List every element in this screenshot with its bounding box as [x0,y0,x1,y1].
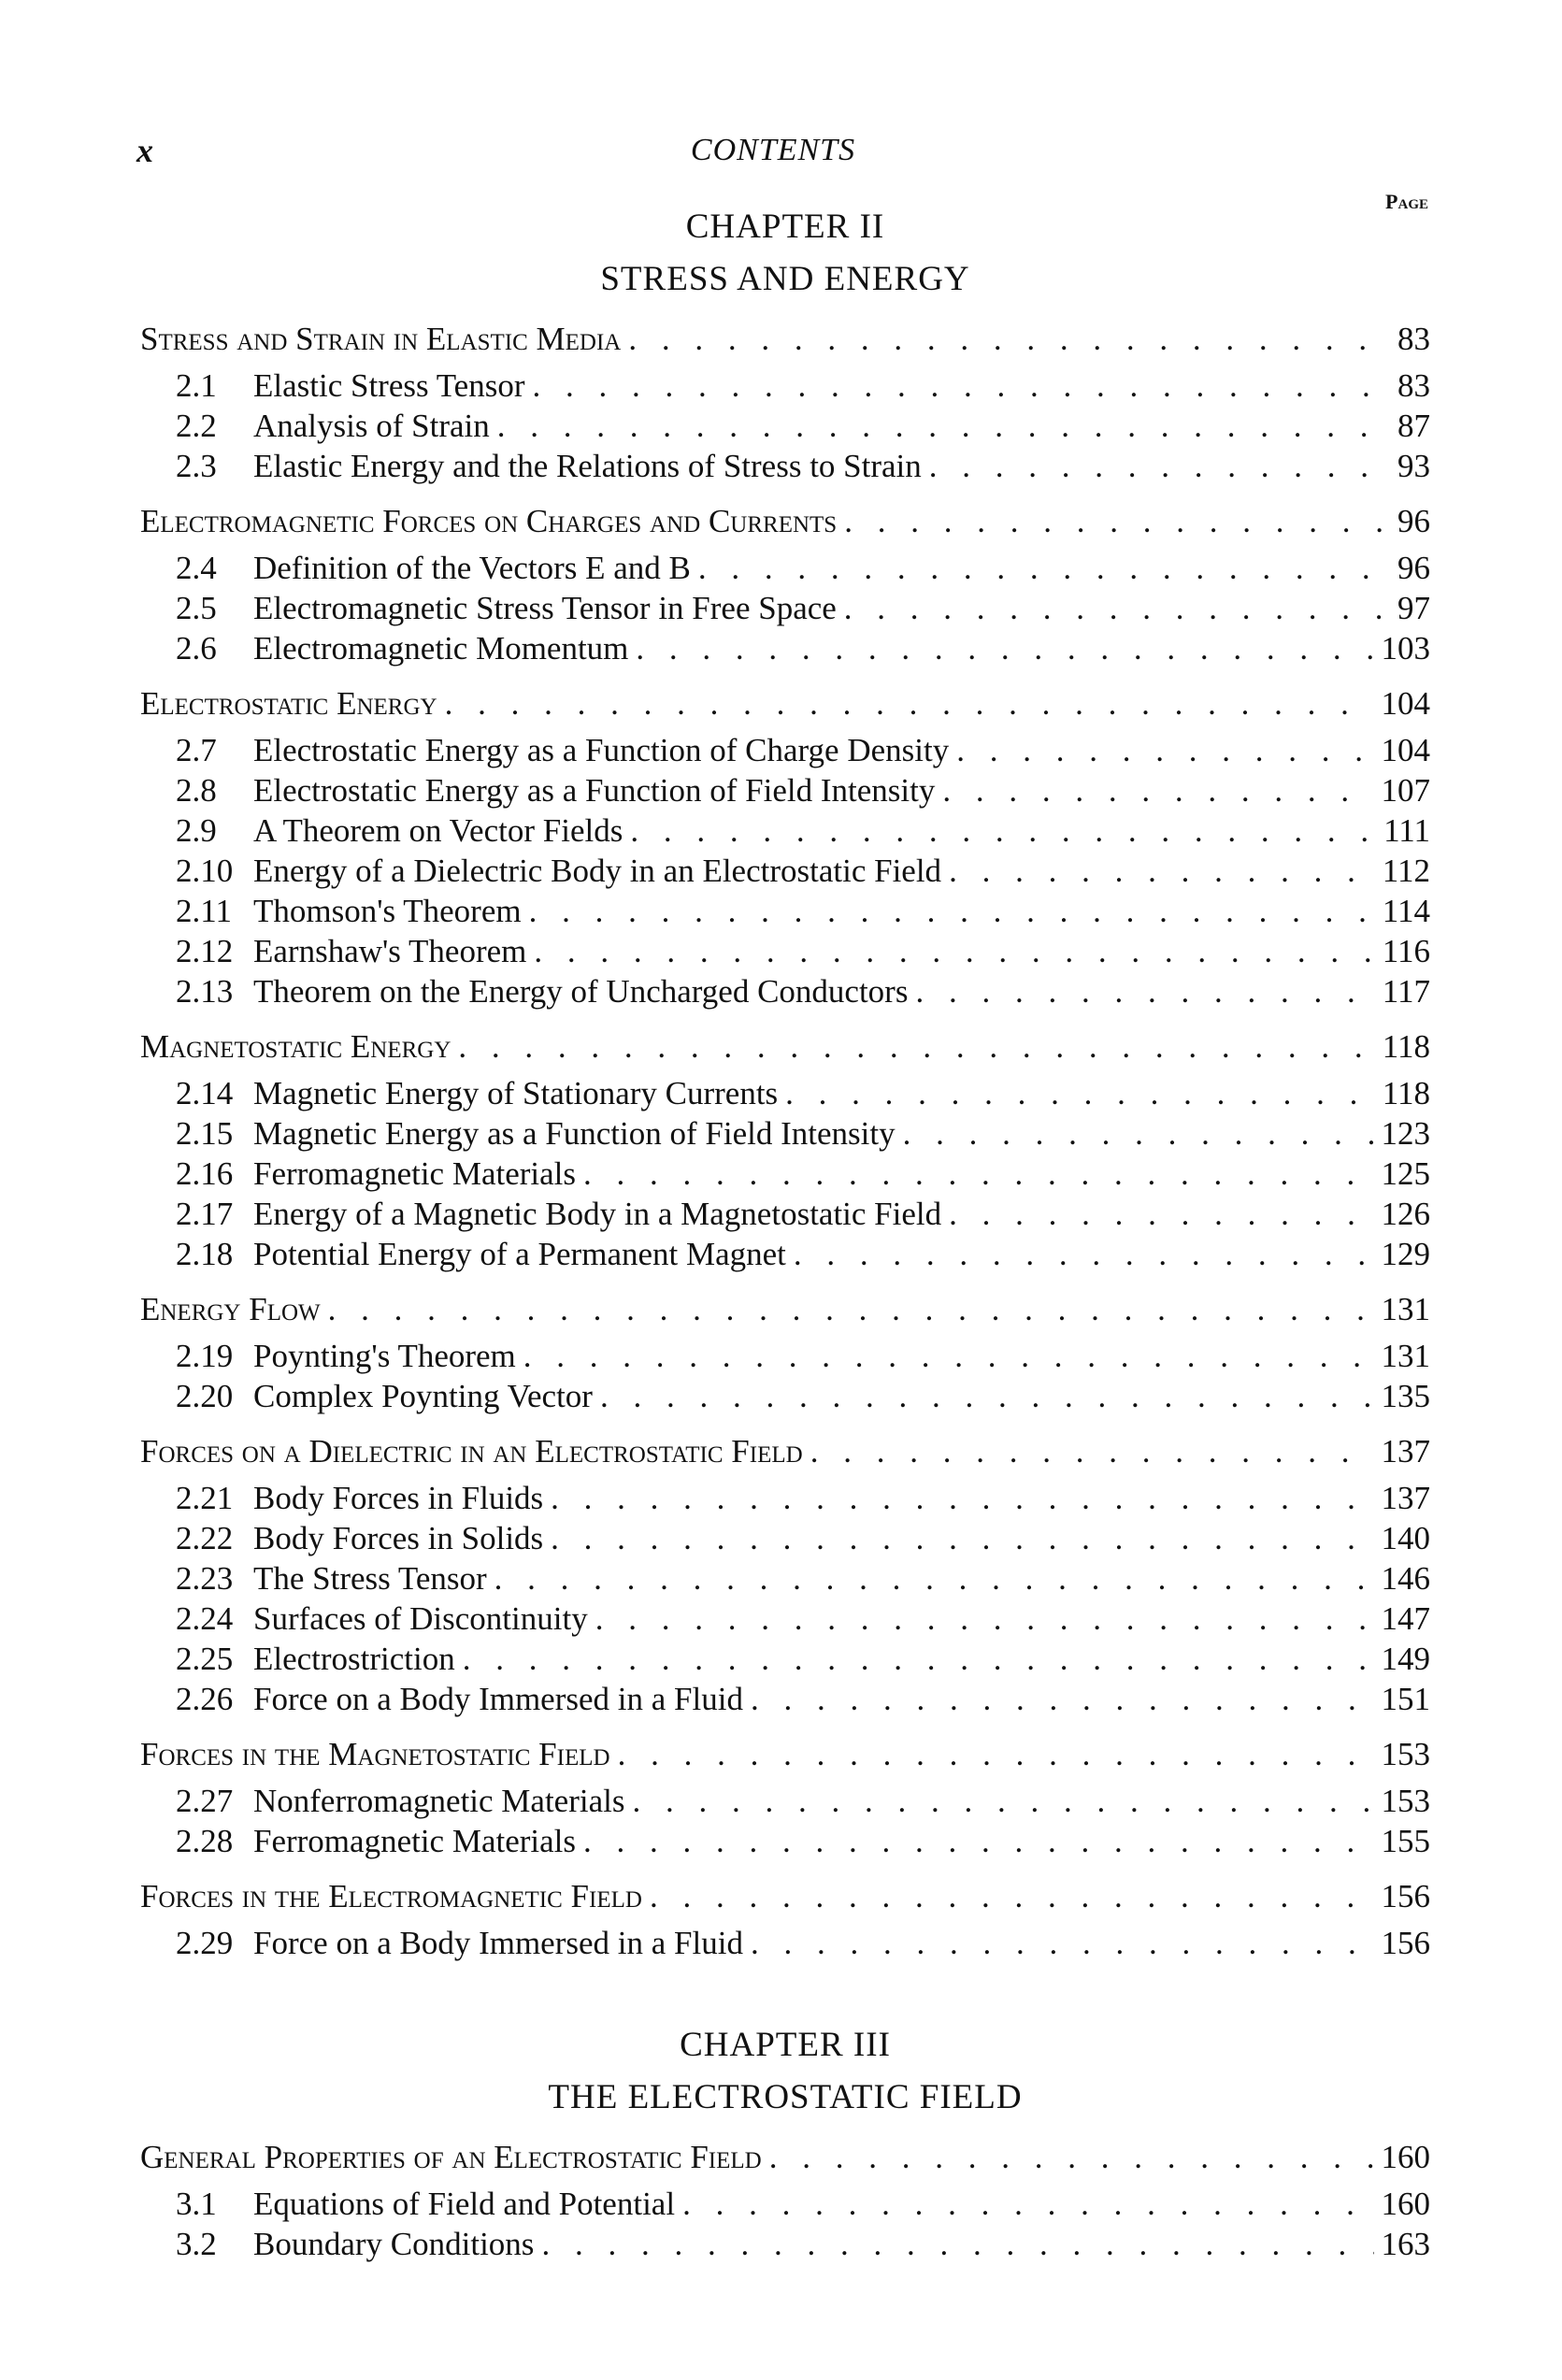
leader-dots [630,810,1376,851]
toc-entry[interactable] [140,1518,1430,1558]
page-column-label: Page [1385,190,1428,213]
entry-page: 111 [1383,812,1430,849]
entry-number: 2.14 [176,1075,234,1111]
entry-page: 149 [1381,1641,1430,1677]
leader-dots [523,1336,1374,1376]
toc-section-heading[interactable] [140,2137,1430,2184]
entry-page: 117 [1382,973,1430,1010]
table-of-contents [140,201,1430,2264]
entry-page: 97 [1397,590,1430,626]
toc-entry[interactable] [140,406,1430,446]
leader-dots [636,628,1373,668]
entry-number: 3.1 [176,2186,217,2222]
entry-number: 2.18 [176,1236,234,1272]
entry-title: Body Forces in Solids [253,1520,544,1556]
toc-entry[interactable] [140,730,1430,770]
entry-title: Poynting's Theorem [253,1338,516,1374]
entry-number: 2.28 [176,1823,234,1859]
entry-number: 2.9 [176,812,217,849]
entry-title: A Theorem on Vector Fields [253,812,623,849]
toc-entry[interactable] [140,1781,1430,1821]
leader-dots [942,770,1373,810]
toc-entry[interactable] [140,446,1430,486]
toc-section-heading[interactable] [140,1289,1430,1336]
leader-dots [534,931,1374,971]
toc-entry[interactable] [140,1923,1430,1963]
entry-title: Magnetic Energy of Stationary Currents [253,1075,779,1111]
toc-entry[interactable] [140,1639,1430,1679]
entry-number: 2.12 [176,933,234,969]
entry-page: 87 [1397,408,1430,444]
entry-number: 2.24 [176,1600,234,1637]
leader-dots [541,2224,1373,2264]
leader-dots [445,683,1374,724]
entry-page: 93 [1397,448,1430,484]
leader-dots [650,1876,1374,1916]
leader-dots [600,1376,1374,1416]
toc-entry[interactable] [140,366,1430,406]
toc-entry[interactable] [140,548,1430,588]
entry-title: Nonferromagnetic Materials [253,1783,625,1819]
leader-dots [532,366,1385,406]
section-page: 96 [1397,503,1430,539]
section-page: 118 [1382,1028,1430,1065]
leader-dots [328,1289,1374,1329]
entry-title: Surfaces of Discontinuity [253,1600,588,1637]
entry-page: 123 [1381,1115,1430,1152]
leader-dots [810,1431,1374,1471]
entry-title: Elastic Stress Tensor [253,367,525,404]
entry-number: 2.19 [176,1338,234,1374]
section-title: Electrostatic Energy [140,685,437,722]
chapter-label: CHAPTER II [685,208,885,246]
section-title: Energy Flow [140,1291,321,1327]
entry-page: 107 [1381,772,1430,809]
chapter-name: THE ELECTROSTATIC FIELD [548,2078,1023,2116]
entry-title: Magnetic Energy as a Function of Field Intensity [253,1115,896,1152]
leader-dots [956,730,1373,770]
entry-number: 2.17 [176,1196,234,1232]
entry-page: 114 [1382,893,1430,929]
toc-entry[interactable] [140,891,1430,931]
toc-entry[interactable] [140,1113,1430,1154]
entry-page: 131 [1381,1338,1430,1374]
toc-entry[interactable] [140,1821,1430,1861]
section-page: 156 [1381,1878,1430,1914]
entry-title: Thomson's Theorem [253,893,522,929]
toc-entry[interactable] [140,588,1430,628]
entry-title: Electromagnetic Momentum [253,630,629,667]
leader-dots [929,446,1385,486]
entry-title: Elastic Energy and the Relations of Stress to Strain [253,448,922,484]
toc-entry[interactable] [140,1599,1430,1639]
entry-page: 116 [1382,933,1430,969]
entry-page: 137 [1381,1480,1430,1516]
toc-entry[interactable] [140,770,1430,810]
entry-number: 2.27 [176,1783,234,1819]
entry-page: 155 [1381,1823,1430,1859]
leader-dots [595,1599,1374,1639]
section-page: 153 [1381,1736,1430,1772]
toc-entry[interactable] [140,1073,1430,1113]
leader-dots [785,1073,1375,1113]
entry-title: Electrostatic Energy as a Function of Field Intensity [253,772,936,809]
entry-page: 151 [1381,1681,1430,1717]
entry-title: Body Forces in Fluids [253,1480,544,1516]
leader-dots [751,1679,1374,1719]
entry-title: Electromagnetic Stress Tensor in Free Space [253,590,837,626]
entry-number: 2.26 [176,1681,234,1717]
entry-page: 112 [1382,853,1430,889]
entry-page: 125 [1381,1155,1430,1192]
entry-title: Earnshaw's Theorem [253,933,527,969]
entry-title: Energy of a Magnetic Body in a Magnetostatic Field [253,1196,942,1232]
leader-dots [769,2137,1374,2177]
toc-entry[interactable] [140,628,1430,668]
leader-dots [458,1026,1374,1067]
entry-number: 2.3 [176,448,217,484]
entry-number: 2.25 [176,1641,234,1677]
section-title: General Properties of an Electrostatic Field [140,2139,762,2175]
entry-page: 146 [1381,1560,1430,1597]
toc-section-heading[interactable] [140,683,1430,730]
toc-entry[interactable] [140,1558,1430,1599]
toc-entry[interactable] [140,971,1430,1011]
toc-section-heading[interactable] [140,319,1430,366]
entry-title: Energy of a Dielectric Body in an Electrostatic Field [253,853,942,889]
leader-dots [497,406,1385,446]
entry-number: 2.6 [176,630,217,667]
entry-title: Ferromagnetic Materials [253,1155,577,1192]
entry-page: 104 [1381,732,1430,768]
leader-dots [529,891,1375,931]
leader-dots [915,971,1374,1011]
leader-dots [698,548,1385,588]
entry-page: 96 [1397,550,1430,586]
leader-dots [949,1194,1373,1234]
toc-entry[interactable] [140,1336,1430,1376]
leader-dots [751,1923,1374,1963]
toc-entry[interactable] [140,2184,1430,2224]
chapter-spacer [140,1963,1430,2019]
entry-number: 2.22 [176,1520,234,1556]
toc-section-heading[interactable] [140,1431,1430,1478]
entry-number: 2.4 [176,550,217,586]
entry-page: 163 [1381,2226,1430,2262]
toc-entry[interactable] [140,2224,1430,2264]
entry-number: 2.20 [176,1378,234,1414]
entry-number: 2.13 [176,973,234,1010]
leader-dots [583,1154,1373,1194]
leader-dots [903,1113,1374,1154]
entry-number: 2.16 [176,1155,234,1192]
toc-entry[interactable] [140,1478,1430,1518]
entry-page: 118 [1382,1075,1430,1111]
chapter-name: STRESS AND ENERGY [600,260,970,298]
section-page: 83 [1397,321,1430,357]
toc-section-heading[interactable] [140,501,1430,548]
section-page: 137 [1381,1433,1430,1470]
entry-page: 153 [1381,1783,1430,1819]
section-page: 160 [1381,2139,1430,2175]
leader-dots [794,1234,1374,1274]
leader-dots [551,1478,1373,1518]
entry-number: 2.5 [176,590,217,626]
chapter-label: CHAPTER III [680,2026,891,2064]
entry-number: 2.15 [176,1115,234,1152]
section-page: 104 [1381,685,1430,722]
leader-dots [583,1821,1373,1861]
entry-page: 147 [1381,1600,1430,1637]
entry-number: 2.10 [176,853,234,889]
entry-number: 2.21 [176,1480,234,1516]
entry-page: 126 [1381,1196,1430,1232]
entry-page: 83 [1397,367,1430,404]
toc-section-heading[interactable] [140,1026,1430,1073]
toc-entry[interactable] [140,931,1430,971]
entry-number: 2.8 [176,772,217,809]
entry-number: 2.1 [176,367,217,404]
entry-number: 2.7 [176,732,217,768]
entry-title: Force on a Body Immersed in a Fluid [253,1681,743,1717]
leader-dots [463,1639,1374,1679]
toc-entry[interactable] [140,1679,1430,1719]
running-title: CONTENTS [690,133,856,167]
toc-entry[interactable] [140,1376,1430,1416]
entry-title: Potential Energy of a Permanent Magnet [253,1236,786,1272]
leader-dots [628,319,1385,359]
page-number: x [136,132,153,169]
toc-entry[interactable] [140,1194,1430,1234]
leader-dots [494,1558,1374,1599]
entry-title: Electrostatic Energy as a Function of Charge Density [253,732,950,768]
section-page: 131 [1381,1291,1430,1327]
entry-title: Analysis of Strain [253,408,490,444]
leader-dots [844,588,1385,628]
entry-title: Complex Poynting Vector [253,1378,593,1414]
entry-title: Ferromagnetic Materials [253,1823,577,1859]
entry-number: 2.23 [176,1560,234,1597]
section-title: Forces on a Dielectric in an Electrostatic Field [140,1433,803,1470]
section-title: Magnetostatic Energy [140,1028,451,1065]
toc-section-heading[interactable] [140,1876,1430,1923]
entry-title: Force on a Body Immersed in a Fluid [253,1925,743,1961]
entry-page: 135 [1381,1378,1430,1414]
entry-page: 156 [1381,1925,1430,1961]
leader-dots [844,501,1385,541]
toc-entry[interactable] [140,851,1430,891]
leader-dots [682,2184,1373,2224]
toc-section-heading[interactable] [140,1734,1430,1781]
entry-title: Definition of the Vectors E and B [253,550,691,586]
entry-number: 2.2 [176,408,217,444]
section-title: Stress and Strain in Elastic Media [140,321,622,357]
entry-page: 129 [1381,1236,1430,1272]
entry-title: Electrostriction [253,1641,455,1677]
entry-number: 2.29 [176,1925,234,1961]
entry-number: 3.2 [176,2226,217,2262]
entry-title: Equations of Field and Potential [253,2186,676,2222]
toc-entry[interactable] [140,810,1430,851]
leader-dots [949,851,1375,891]
entry-page: 140 [1381,1520,1430,1556]
leader-dots [551,1518,1373,1558]
entry-title: Theorem on the Energy of Uncharged Conductors [253,973,909,1010]
leader-dots [632,1781,1373,1821]
section-title: Electromagnetic Forces on Charges and Currents [140,503,838,539]
toc-entry[interactable] [140,1154,1430,1194]
toc-entry[interactable] [140,1234,1430,1274]
leader-dots [618,1734,1374,1774]
entry-title: Boundary Conditions [253,2226,535,2262]
entry-number: 2.11 [176,893,232,929]
entry-page: 160 [1381,2186,1430,2222]
section-title: Forces in the Electromagnetic Field [140,1878,642,1914]
entry-title: The Stress Tensor [253,1560,487,1597]
entry-page: 103 [1381,630,1430,667]
section-title: Forces in the Magnetostatic Field [140,1736,610,1772]
